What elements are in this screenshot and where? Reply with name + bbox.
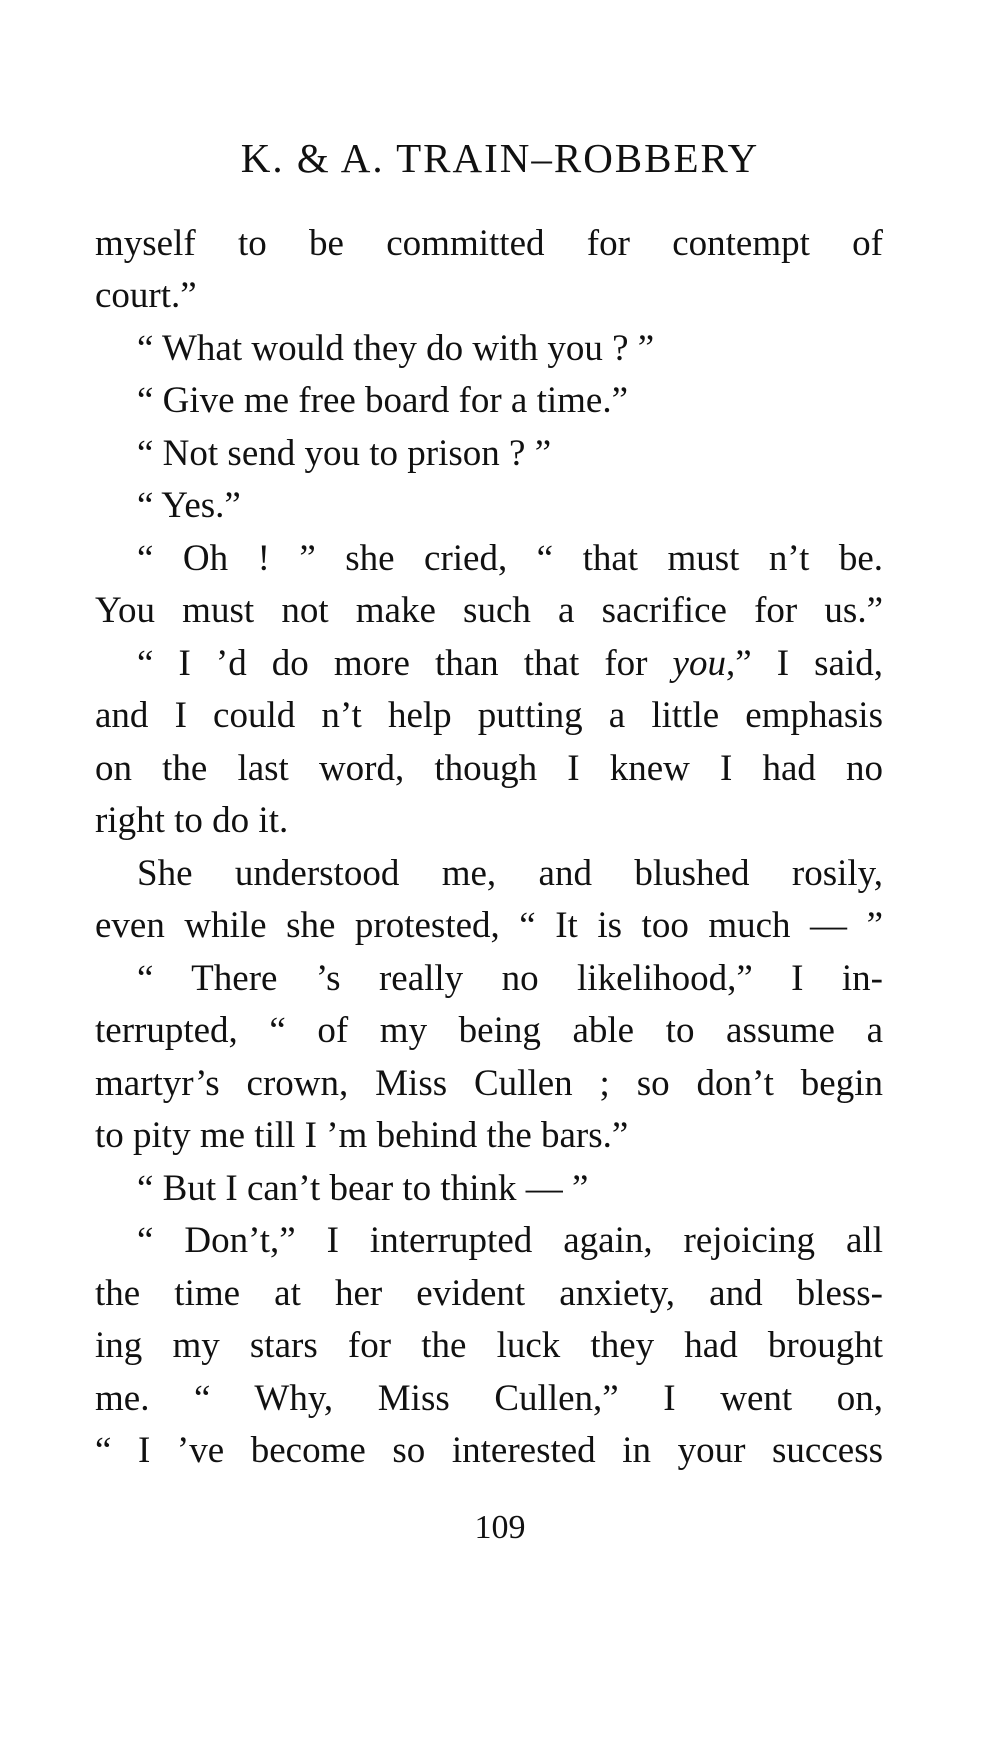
- text-line: She understood me, and blushed rosily,: [137, 853, 883, 894]
- text-line: “ Not send you to prison ? ”: [137, 433, 552, 474]
- text-run: “ I ’d do more than that for: [137, 643, 673, 684]
- text-line: “ Yes.”: [137, 485, 241, 526]
- page-number: 109: [474, 1509, 526, 1546]
- text-line: terrupted, “ of my being able to assume a: [95, 1010, 883, 1051]
- running-head: K. & A. TRAIN–ROBBERY: [240, 135, 760, 181]
- text-line: “ What would they do with you ? ”: [137, 328, 655, 369]
- text-line: “ I ’ve become so interested in your success: [95, 1430, 883, 1471]
- text-line: ing my stars for the luck they had brought: [95, 1325, 883, 1366]
- text-line: You must not make such a sacrifice for us.”: [95, 590, 883, 631]
- text-line: and I could n’t help putting a little emphasis: [95, 695, 883, 736]
- text-line: to pity me till I ’m behind the bars.”: [95, 1115, 629, 1156]
- text-run: ,” I said,: [725, 643, 883, 684]
- text-line: “ There ’s really no likelihood,” I in-: [137, 958, 883, 999]
- text-line: even while she protested, “ It is too much — ”: [95, 905, 883, 946]
- text-line: court.”: [95, 275, 197, 316]
- text-line: “ Don’t,” I interrupted again, rejoicing all: [137, 1220, 883, 1261]
- text-line: “ But I can’t bear to think — ”: [137, 1168, 589, 1209]
- text-line: “ Give me free board for a time.”: [137, 380, 629, 421]
- text-line: on the last word, though I knew I had no: [95, 748, 883, 789]
- text-line: me. “ Why, Miss Cullen,” I went on,: [95, 1378, 883, 1419]
- text-line: [137, 641, 883, 687]
- text-line: “ Oh ! ” she cried, “ that must n’t be.: [137, 538, 883, 579]
- text-line: right to do it.: [95, 800, 289, 841]
- text-line: the time at her evident anxiety, and bless-: [95, 1273, 883, 1314]
- text-line: myself to be committed for contempt of: [95, 223, 883, 264]
- text-line: martyr’s crown, Miss Cullen ; so don’t begin: [95, 1063, 883, 1104]
- italic-emphasis: you: [672, 643, 726, 684]
